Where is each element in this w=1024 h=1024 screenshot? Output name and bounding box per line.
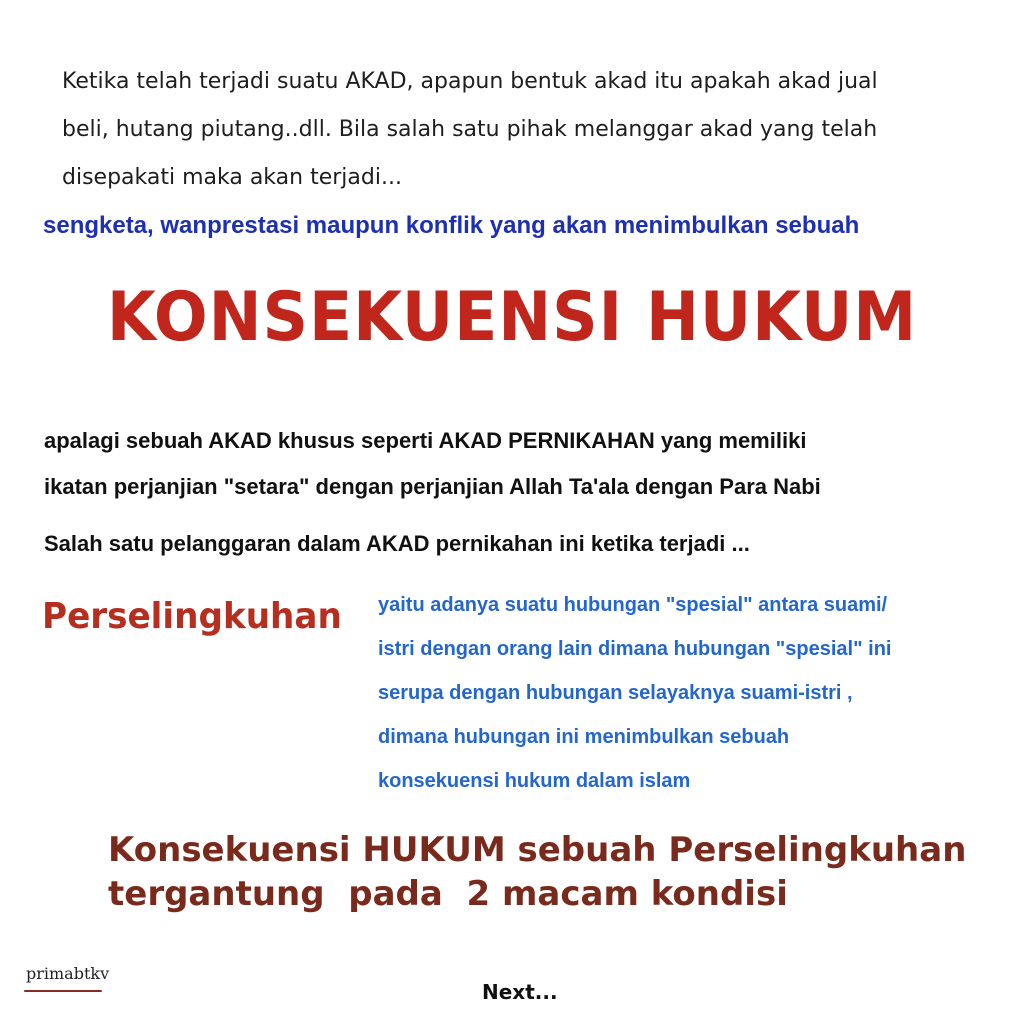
brand-logo: primabtkv <box>26 964 110 983</box>
definition-line: yaitu adanya suatu hubungan "spesial" antara suami/ <box>378 594 888 616</box>
definition-line: dimana hubungan ini menimbulkan sebuah <box>378 726 790 748</box>
definition-paragraph <box>378 583 998 803</box>
intro-line: beli, hutang piutang..dll. Bila salah satu pihak melanggar akad yang telah <box>62 117 878 142</box>
paragraph-line: ikatan perjanjian "setara" dengan perjanjian Allah Ta'ala dengan Para Nabi <box>44 474 821 499</box>
next-label: Next... <box>482 980 558 1004</box>
conclusion-line: Konsekuensi HUKUM sebuah Perselingkuhan <box>108 830 967 870</box>
violation-line: Salah satu pelanggaran dalam AKAD pernikahan ini ketika terjadi ... <box>44 531 750 556</box>
definition-line: konsekuensi hukum dalam islam <box>378 770 691 792</box>
headline-title: KONSEKUENSI HUKUM <box>106 278 918 357</box>
dispute-line: sengketa, wanprestasi maupun konflik yang akan menimbulkan sebuah <box>43 212 860 239</box>
conclusion-heading <box>108 828 988 916</box>
marriage-contract-paragraph <box>44 418 1004 510</box>
paragraph-line: apalagi sebuah AKAD khusus seperti AKAD PERNIKAHAN yang memiliki <box>44 428 807 453</box>
logo-underline <box>24 990 102 992</box>
intro-line: disepakati maka akan terjadi... <box>62 165 402 190</box>
definition-line: serupa dengan hubungan selayaknya suami-istri , <box>378 682 853 704</box>
definition-line: istri dengan orang lain dimana hubungan "spesial" ini <box>378 638 892 660</box>
conclusion-line: tergantung pada 2 macam kondisi <box>108 874 788 914</box>
intro-line: Ketika telah terjadi suatu AKAD, apapun bentuk akad itu apakah akad jual <box>62 69 878 94</box>
perselingkuhan-heading: Perselingkuhan <box>42 596 342 637</box>
intro-paragraph <box>62 58 982 202</box>
